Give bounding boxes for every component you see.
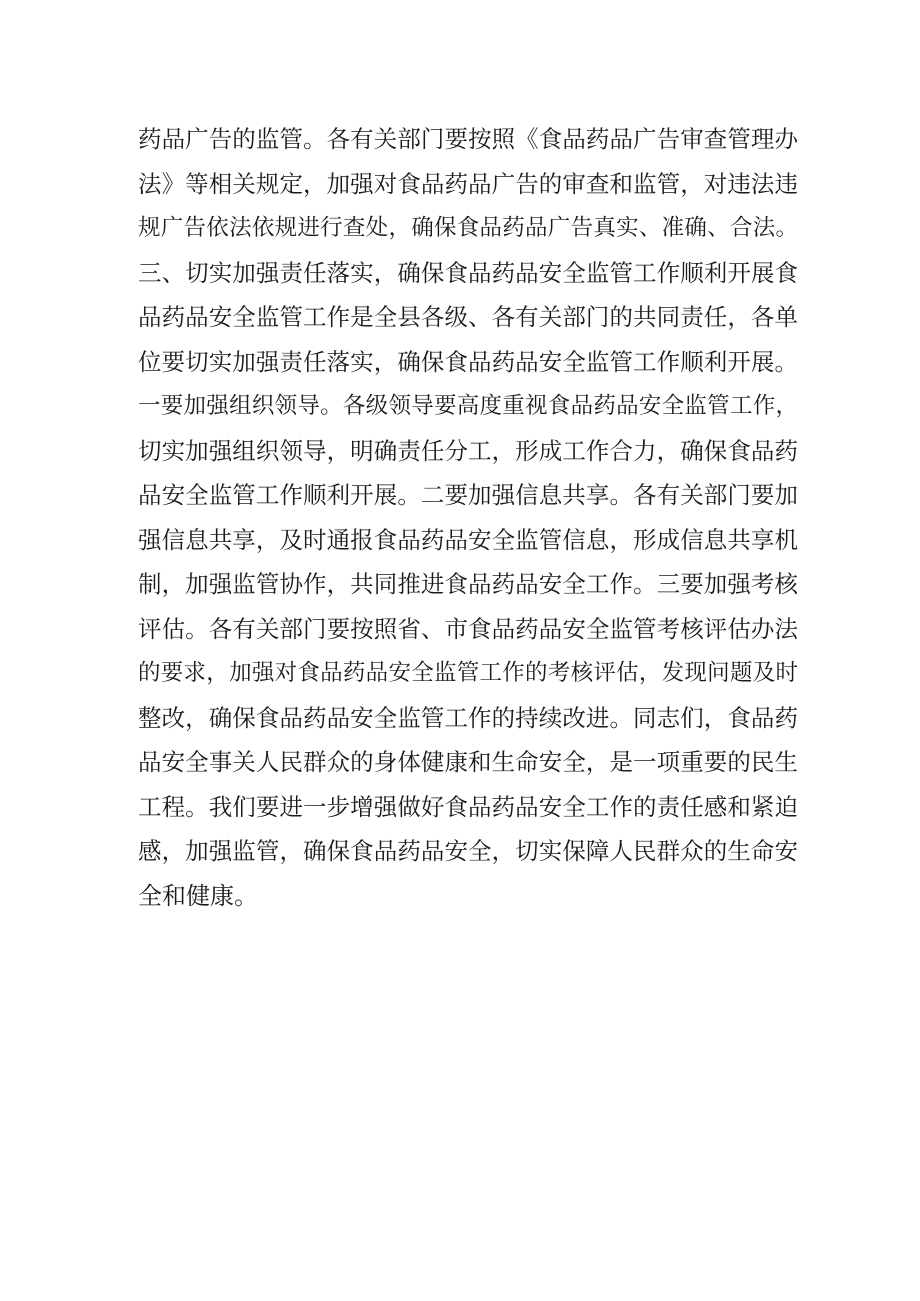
text-line: 品药品安全监管工作是全县各级、各有关部门的共同责任，各单 (138, 303, 798, 331)
text-line: 整改，确保食品药品安全监管工作的持续改进。同志们，食品药 (138, 703, 798, 732)
text-line: 品安全监管工作顺利开展。二要加强信息共享。各有关部门要加 (138, 481, 798, 509)
text-line: 法》等相关规定，加强对食品药品广告的审查和监管，对违法违 (138, 169, 798, 198)
text-line: 三、切实加强责任落实，确保食品药品安全监管工作顺利开展食 (138, 258, 798, 287)
text-line: 药品广告的监管。各有关部门要按照《食品药品广告审查管理办 (138, 125, 798, 153)
text-line: 全和健康。 (138, 881, 258, 910)
text-line: 感，加强监管，确保食品药品安全，切实保障人民群众的生命安 (138, 837, 798, 865)
text-line: 制，加强监管协作，共同推进食品药品安全工作。三要加强考核 (138, 570, 798, 598)
text-line: 一要加强组织领导。各级领导要高度重视食品药品安全监管工作， (138, 393, 798, 419)
text-line: 规广告依法依规进行查处，确保食品药品广告真实、准确、合法。 (138, 215, 798, 241)
text-line: 评估。各有关部门要按照省、市食品药品安全监管考核评估办法 (138, 614, 798, 643)
text-line: 品安全事关人民群众的身体健康和生命安全，是一项重要的民生 (138, 748, 798, 776)
text-line: 切实加强组织领导，明确责任分工，形成工作合力，确保食品药 (138, 436, 798, 465)
text-line: 工程。我们要进一步增强做好食品药品安全工作的责任感和紧迫 (138, 792, 798, 821)
text-line: 的要求，加强对食品药品安全监管工作的考核评估，发现问题及时 (138, 660, 798, 686)
body-text (138, 117, 798, 918)
text-line: 位要切实加强责任落实，确保食品药品安全监管工作顺利开展。 (138, 347, 798, 376)
text-line: 强信息共享，及时通报食品药品安全监管信息，形成信息共享机 (138, 525, 798, 554)
